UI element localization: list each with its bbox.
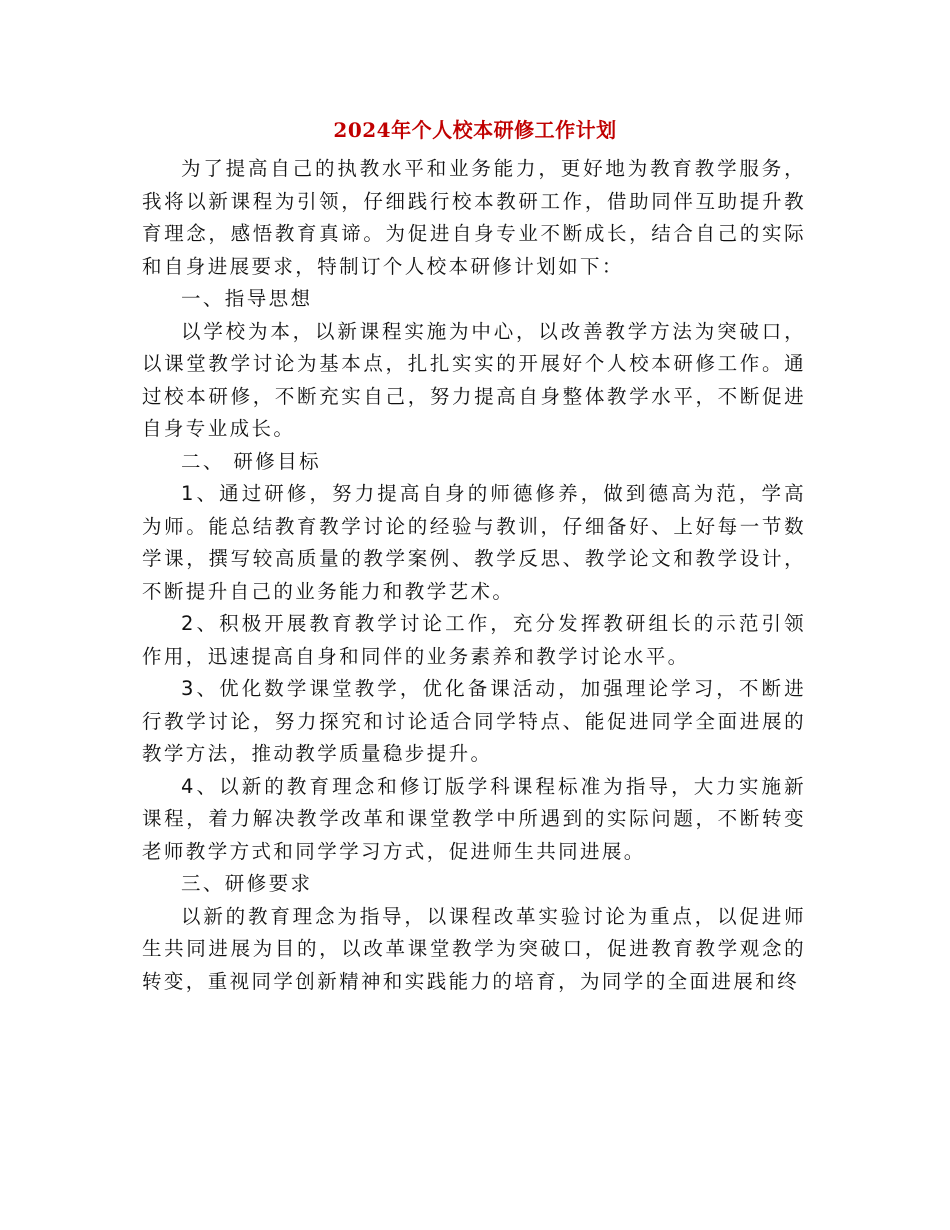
paragraph-goal-3: 3、优化数学课堂教学，优化备课活动，加强理论学习，不断进行教学讨论，努力探究和讨论适合同学特点、能促进同学全面进展的教学方法，推动教学质量稳步提升。 — [142, 677, 806, 765]
document-body — [142, 153, 806, 998]
section-heading-research-goals: 二、 研修目标 — [181, 449, 321, 473]
section-heading-research-requirements: 三、研修要求 — [181, 872, 313, 895]
paragraph-requirements: 以新的教育理念为指导，以课程改革实验讨论为重点，以促进师生共同进展为目的，以改革课堂教学为突破口，促进教育教学观念的转变，重视同学创新精神和实践能力的培育，为同学的全面进展和终 — [142, 904, 806, 993]
document-title: 2024年个人校本研修工作计划 — [333, 118, 617, 142]
paragraph-intro: 为了提高自己的执教水平和业务能力，更好地为教育教学服务，我将以新课程为引领，仔细践行校本教研工作，借助同伴互助提升教育理念，感悟教育真谛。为促进自身专业不断成长，结合自己的实际和自身进展要求，特制订个人校本研修计划如下： — [142, 157, 806, 278]
paragraph-goal-2: 2、积极开展教育教学讨论工作，充分发挥教研组长的示范引领作用，迅速提高自身和同伴的业务素养和教学讨论水平。 — [142, 612, 806, 668]
paragraph-goal-4: 4、以新的教育理念和修订版学科课程标准为指导，大力实施新课程，着力解决教学改革和课堂教学中所遇到的实际问题，不断转变老师教学方式和同学学习方式，促进师生共同进展。 — [142, 774, 806, 863]
paragraph-goal-1: 1、通过研修，努力提高自身的师德修养，做到德高为范，学高为师。能总结教育教学讨论的经验与教训，仔细备好、上好每一节数学课，撰写较高质量的教学案例、教学反思、教学论文和教学设计，不断提升自己的业务能力和教学艺术。 — [142, 482, 806, 603]
section-heading-guiding-ideology: 一、指导思想 — [181, 287, 313, 310]
paragraph-guiding-ideology: 以学校为本，以新课程实施为中心，以改善教学方法为突破口，以课堂教学讨论为基本点，扎扎实实的开展好个人校本研修工作。通过校本研修，不断充实自己，努力提高自身整体教学水平，不断促进自身专业成长。 — [142, 319, 806, 440]
